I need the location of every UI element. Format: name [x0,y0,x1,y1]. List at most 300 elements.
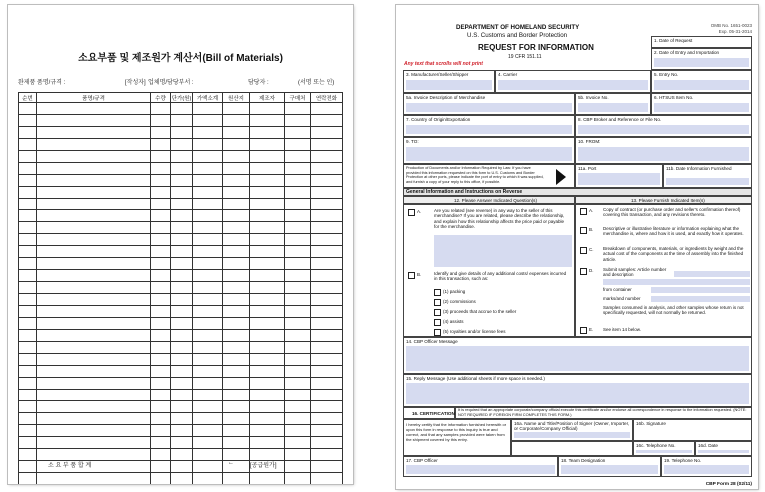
bom-cell[interactable] [37,162,151,174]
bom-cell[interactable] [37,126,151,138]
bom-cell[interactable] [250,329,285,341]
bom-cell[interactable] [19,329,37,341]
bom-cell[interactable] [285,258,311,270]
bom-cell[interactable] [171,413,193,425]
officer-telephone-field[interactable] [661,456,752,477]
bom-cell[interactable] [250,222,285,234]
bom-cell[interactable] [250,317,285,329]
bom-cell[interactable] [250,210,285,222]
date-furnished-field[interactable] [663,164,752,188]
bom-cell[interactable] [250,365,285,377]
bom-cell[interactable] [250,258,285,270]
bom-cell[interactable] [250,413,285,425]
bom-cell[interactable] [193,222,223,234]
bom-cell[interactable] [285,282,311,294]
bom-cell[interactable] [223,103,250,115]
bom-cell[interactable] [285,138,311,150]
bom-cell[interactable] [151,246,171,258]
bom-cell[interactable] [37,449,151,461]
bom-cell[interactable] [171,258,193,270]
bom-cell[interactable] [171,138,193,150]
bom-cell[interactable] [151,437,171,449]
country-origin-field[interactable] [403,115,575,137]
bom-cell[interactable] [311,473,343,484]
bom-cell[interactable] [151,126,171,138]
question-b-item-checkbox[interactable] [434,309,441,316]
bom-cell[interactable] [193,282,223,294]
bom-cell[interactable] [37,401,151,413]
bom-cell[interactable] [171,210,193,222]
bom-cell[interactable] [37,186,151,198]
bom-cell[interactable] [37,270,151,282]
bom-cell[interactable] [223,389,250,401]
telephone-field[interactable] [633,441,695,456]
bom-cell[interactable] [311,186,343,198]
bom-cell[interactable] [171,341,193,353]
bom-cell[interactable] [311,461,343,473]
bom-cell[interactable] [171,425,193,437]
bom-cell[interactable] [37,341,151,353]
bom-cell[interactable] [151,401,171,413]
bom-cell[interactable] [37,150,151,162]
bom-cell[interactable] [311,246,343,258]
bom-cell[interactable] [151,222,171,234]
bom-cell[interactable] [193,258,223,270]
bom-cell[interactable] [171,294,193,306]
bom-cell[interactable] [193,437,223,449]
bom-cell[interactable] [171,317,193,329]
question-a-checkbox[interactable] [408,209,415,216]
bom-cell[interactable] [311,270,343,282]
bom-cell[interactable] [285,389,311,401]
bom-cell[interactable] [223,437,250,449]
bom-cell[interactable] [193,449,223,461]
bom-cell[interactable] [223,377,250,389]
bom-cell[interactable] [171,198,193,210]
cbp-officer-message-field[interactable] [403,337,752,374]
bom-cell[interactable] [193,138,223,150]
bom-cell[interactable] [193,186,223,198]
bom-cell[interactable] [171,162,193,174]
bom-cell[interactable] [19,246,37,258]
bom-cell[interactable] [250,341,285,353]
bom-cell[interactable] [151,365,171,377]
bom-cell[interactable] [19,317,37,329]
bom-cell[interactable] [311,365,343,377]
bom-cell[interactable] [285,186,311,198]
bom-cell[interactable] [250,103,285,115]
bom-cell[interactable] [285,341,311,353]
bom-cell[interactable] [223,473,250,484]
bom-cell[interactable] [223,353,250,365]
bom-cell[interactable] [223,425,250,437]
bom-cell[interactable] [193,305,223,317]
bom-cell[interactable] [37,305,151,317]
bom-cell[interactable] [151,162,171,174]
bom-cell[interactable] [311,174,343,186]
bom-cell[interactable] [250,114,285,126]
bom-cell[interactable] [311,413,343,425]
bom-cell[interactable] [223,294,250,306]
bom-cell[interactable] [193,353,223,365]
bom-cell[interactable] [223,449,250,461]
bom-cell[interactable] [151,234,171,246]
bom-cell[interactable] [285,437,311,449]
question-a-answer[interactable] [434,235,572,267]
bom-cell[interactable] [250,282,285,294]
bom-cell[interactable] [193,174,223,186]
bom-cell[interactable] [285,162,311,174]
to-field[interactable] [403,137,575,164]
carrier-field[interactable] [495,70,651,93]
cbp-officer-field[interactable] [403,456,558,477]
bom-cell[interactable] [285,365,311,377]
bom-cell[interactable] [19,234,37,246]
bom-cell[interactable] [193,401,223,413]
bom-cell[interactable] [151,413,171,425]
bom-cell[interactable] [19,425,37,437]
bom-cell[interactable] [223,234,250,246]
question-b-item-checkbox[interactable] [434,329,441,336]
signature-field[interactable] [633,419,752,441]
bom-cell[interactable] [171,449,193,461]
bom-cell[interactable] [223,258,250,270]
question-b-checkbox[interactable] [408,272,415,279]
bom-cell[interactable] [19,377,37,389]
bom-cell[interactable] [311,389,343,401]
bom-cell[interactable] [37,138,151,150]
bom-cell[interactable] [151,114,171,126]
bom-cell[interactable] [37,258,151,270]
bom-cell[interactable] [285,103,311,115]
bom-cell[interactable] [37,246,151,258]
bom-cell[interactable] [19,162,37,174]
bom-cell[interactable] [171,186,193,198]
bom-cell[interactable] [285,401,311,413]
bom-cell[interactable] [151,103,171,115]
item-a-checkbox[interactable] [580,208,587,215]
bom-cell[interactable] [171,174,193,186]
bom-cell[interactable] [151,341,171,353]
bom-cell[interactable] [285,246,311,258]
bom-cell[interactable] [223,270,250,282]
bom-cell[interactable] [285,353,311,365]
bom-cell[interactable] [37,377,151,389]
bom-cell[interactable] [151,449,171,461]
bom-cell[interactable] [250,305,285,317]
bom-cell[interactable] [285,174,311,186]
bom-cell[interactable] [19,401,37,413]
bom-cell[interactable] [311,425,343,437]
bom-cell[interactable] [19,305,37,317]
bom-cell[interactable] [223,126,250,138]
bom-cell[interactable] [151,270,171,282]
manufacturer-field[interactable] [403,70,495,93]
bom-cell[interactable] [193,473,223,484]
bom-cell[interactable] [311,294,343,306]
bom-cell[interactable] [250,389,285,401]
bom-cell[interactable] [37,473,151,484]
bom-cell[interactable] [285,198,311,210]
bom-cell[interactable] [193,126,223,138]
bom-cell[interactable] [223,138,250,150]
bom-cell[interactable] [193,425,223,437]
bom-cell[interactable] [250,294,285,306]
bom-cell[interactable] [285,294,311,306]
bom-cell[interactable] [19,114,37,126]
bom-cell[interactable] [250,425,285,437]
bom-cell[interactable] [250,437,285,449]
sample-description-input[interactable] [674,271,750,277]
bom-cell[interactable] [171,353,193,365]
bom-cell[interactable] [193,150,223,162]
bom-cell[interactable] [37,389,151,401]
bom-cell[interactable] [37,114,151,126]
bom-cell[interactable] [171,389,193,401]
bom-cell[interactable] [19,270,37,282]
bom-cell[interactable] [171,103,193,115]
bom-cell[interactable] [193,234,223,246]
bom-cell[interactable] [193,246,223,258]
bom-cell[interactable] [37,103,151,115]
bom-cell[interactable] [151,198,171,210]
bom-cell[interactable] [19,353,37,365]
bom-cell[interactable] [250,270,285,282]
bom-cell[interactable] [285,461,311,473]
bom-cell[interactable] [37,294,151,306]
marks-number-input[interactable] [651,296,750,302]
bom-cell[interactable] [223,401,250,413]
from-field[interactable] [575,137,752,164]
bom-cell[interactable] [193,329,223,341]
bom-cell[interactable] [311,150,343,162]
bom-cell[interactable] [285,449,311,461]
bom-cell[interactable] [285,317,311,329]
bom-cell[interactable] [151,461,171,473]
bom-cell[interactable] [223,246,250,258]
bom-cell[interactable] [311,377,343,389]
bom-cell[interactable] [193,341,223,353]
bom-cell[interactable] [171,437,193,449]
bom-cell[interactable] [285,222,311,234]
item-d-checkbox[interactable] [580,268,587,275]
bom-cell[interactable] [223,461,250,473]
bom-cell[interactable] [193,389,223,401]
bom-cell[interactable] [37,425,151,437]
bom-cell[interactable] [151,425,171,437]
bom-cell[interactable] [223,174,250,186]
bom-cell[interactable] [151,258,171,270]
bom-cell[interactable] [285,234,311,246]
bom-cell[interactable] [19,126,37,138]
bom-cell[interactable] [19,258,37,270]
bom-cell[interactable] [285,114,311,126]
bom-cell[interactable] [19,413,37,425]
question-b-item-checkbox[interactable] [434,289,441,296]
bom-cell[interactable] [223,210,250,222]
bom-cell[interactable] [193,461,223,473]
bom-cell[interactable] [171,365,193,377]
bom-cell[interactable] [193,162,223,174]
bom-cell[interactable] [171,282,193,294]
bom-cell[interactable] [311,198,343,210]
port-field[interactable] [575,164,663,188]
bom-cell[interactable] [311,103,343,115]
bom-cell[interactable] [151,473,171,484]
bom-cell[interactable] [151,305,171,317]
question-b-item-checkbox[interactable] [434,319,441,326]
bom-cell[interactable] [193,317,223,329]
bom-cell[interactable] [171,234,193,246]
bom-cell[interactable] [171,114,193,126]
bom-cell[interactable] [223,150,250,162]
reply-message-field[interactable] [403,374,752,407]
bom-cell[interactable] [311,222,343,234]
bom-cell[interactable] [223,162,250,174]
bom-cell[interactable] [151,282,171,294]
bom-cell[interactable] [250,174,285,186]
from-container-input[interactable] [651,287,750,293]
bom-cell[interactable] [19,186,37,198]
bom-cell[interactable] [311,162,343,174]
date-of-entry-field[interactable] [651,48,752,70]
bom-cell[interactable] [151,138,171,150]
bom-cell[interactable] [311,341,343,353]
bom-cell[interactable] [223,317,250,329]
bom-cell[interactable] [151,294,171,306]
bom-cell[interactable] [285,413,311,425]
bom-cell[interactable] [285,210,311,222]
date-field[interactable] [695,441,752,456]
bom-cell[interactable] [285,150,311,162]
bom-cell[interactable] [311,138,343,150]
bom-cell[interactable] [19,210,37,222]
bom-cell[interactable] [171,305,193,317]
bom-cell[interactable] [37,234,151,246]
bom-cell[interactable] [193,198,223,210]
bom-cell[interactable] [223,186,250,198]
bom-cell[interactable] [19,389,37,401]
bom-cell[interactable] [19,449,37,461]
bom-cell[interactable] [19,103,37,115]
bom-cell[interactable] [250,377,285,389]
bom-cell[interactable] [223,282,250,294]
bom-cell[interactable] [193,210,223,222]
bom-cell[interactable] [311,449,343,461]
bom-cell[interactable] [250,246,285,258]
question-b-item-checkbox[interactable] [434,299,441,306]
bom-cell[interactable] [223,413,250,425]
bom-cell[interactable] [37,174,151,186]
sample-description-input-2[interactable] [603,279,750,285]
bom-cell[interactable] [250,353,285,365]
item-e-checkbox[interactable] [580,327,587,334]
bom-cell[interactable] [285,270,311,282]
bom-cell[interactable] [285,126,311,138]
bom-cell[interactable] [37,282,151,294]
bom-cell[interactable] [37,329,151,341]
bom-cell[interactable] [19,461,37,473]
bom-cell[interactable] [19,437,37,449]
bom-cell[interactable] [250,473,285,484]
bom-cell[interactable] [171,150,193,162]
bom-cell[interactable] [223,365,250,377]
bom-cell[interactable] [37,210,151,222]
bom-cell[interactable] [151,353,171,365]
bom-cell[interactable] [171,473,193,484]
bom-cell[interactable] [19,174,37,186]
bom-cell[interactable] [223,341,250,353]
bom-cell[interactable] [311,210,343,222]
bom-cell[interactable] [285,377,311,389]
bom-cell[interactable] [193,114,223,126]
bom-cell[interactable] [285,425,311,437]
bom-cell[interactable] [311,329,343,341]
bom-cell[interactable] [193,103,223,115]
bom-cell[interactable] [250,186,285,198]
invoice-no-field[interactable] [575,93,651,115]
bom-cell[interactable] [37,222,151,234]
bom-cell[interactable] [223,305,250,317]
bom-cell[interactable] [19,282,37,294]
bom-cell[interactable] [311,282,343,294]
bom-cell[interactable] [37,413,151,425]
bom-cell[interactable] [19,294,37,306]
bom-cell[interactable] [193,365,223,377]
bom-cell[interactable] [37,317,151,329]
item-b-checkbox[interactable] [580,227,587,234]
bom-cell[interactable] [171,377,193,389]
bom-cell[interactable] [151,389,171,401]
bom-cell[interactable] [171,329,193,341]
signer-name-field[interactable] [511,419,633,441]
bom-cell[interactable] [37,198,151,210]
bom-cell[interactable] [151,174,171,186]
bom-cell[interactable] [19,138,37,150]
bom-cell[interactable] [37,437,151,449]
broker-field[interactable] [575,115,752,137]
bom-cell[interactable] [171,461,193,473]
bom-cell[interactable] [37,353,151,365]
bom-cell[interactable] [311,401,343,413]
bom-cell[interactable] [250,198,285,210]
bom-cell[interactable] [19,198,37,210]
bom-cell[interactable] [193,413,223,425]
bom-cell[interactable] [37,365,151,377]
bom-cell[interactable] [311,305,343,317]
bom-cell[interactable] [19,150,37,162]
bom-cell[interactable] [311,126,343,138]
bom-cell[interactable] [171,222,193,234]
bom-cell[interactable] [311,114,343,126]
bom-cell[interactable] [250,401,285,413]
bom-cell[interactable] [223,222,250,234]
bom-cell[interactable] [151,377,171,389]
bom-cell[interactable] [311,353,343,365]
bom-cell[interactable] [171,126,193,138]
bom-cell[interactable] [285,305,311,317]
bom-cell[interactable] [151,210,171,222]
bom-cell[interactable] [193,377,223,389]
bom-cell[interactable] [223,198,250,210]
bom-cell[interactable] [19,341,37,353]
bom-cell[interactable] [193,294,223,306]
bom-cell[interactable] [285,473,311,484]
bom-cell[interactable] [171,246,193,258]
bom-cell[interactable] [171,401,193,413]
bom-cell[interactable] [285,329,311,341]
bom-cell[interactable] [151,186,171,198]
